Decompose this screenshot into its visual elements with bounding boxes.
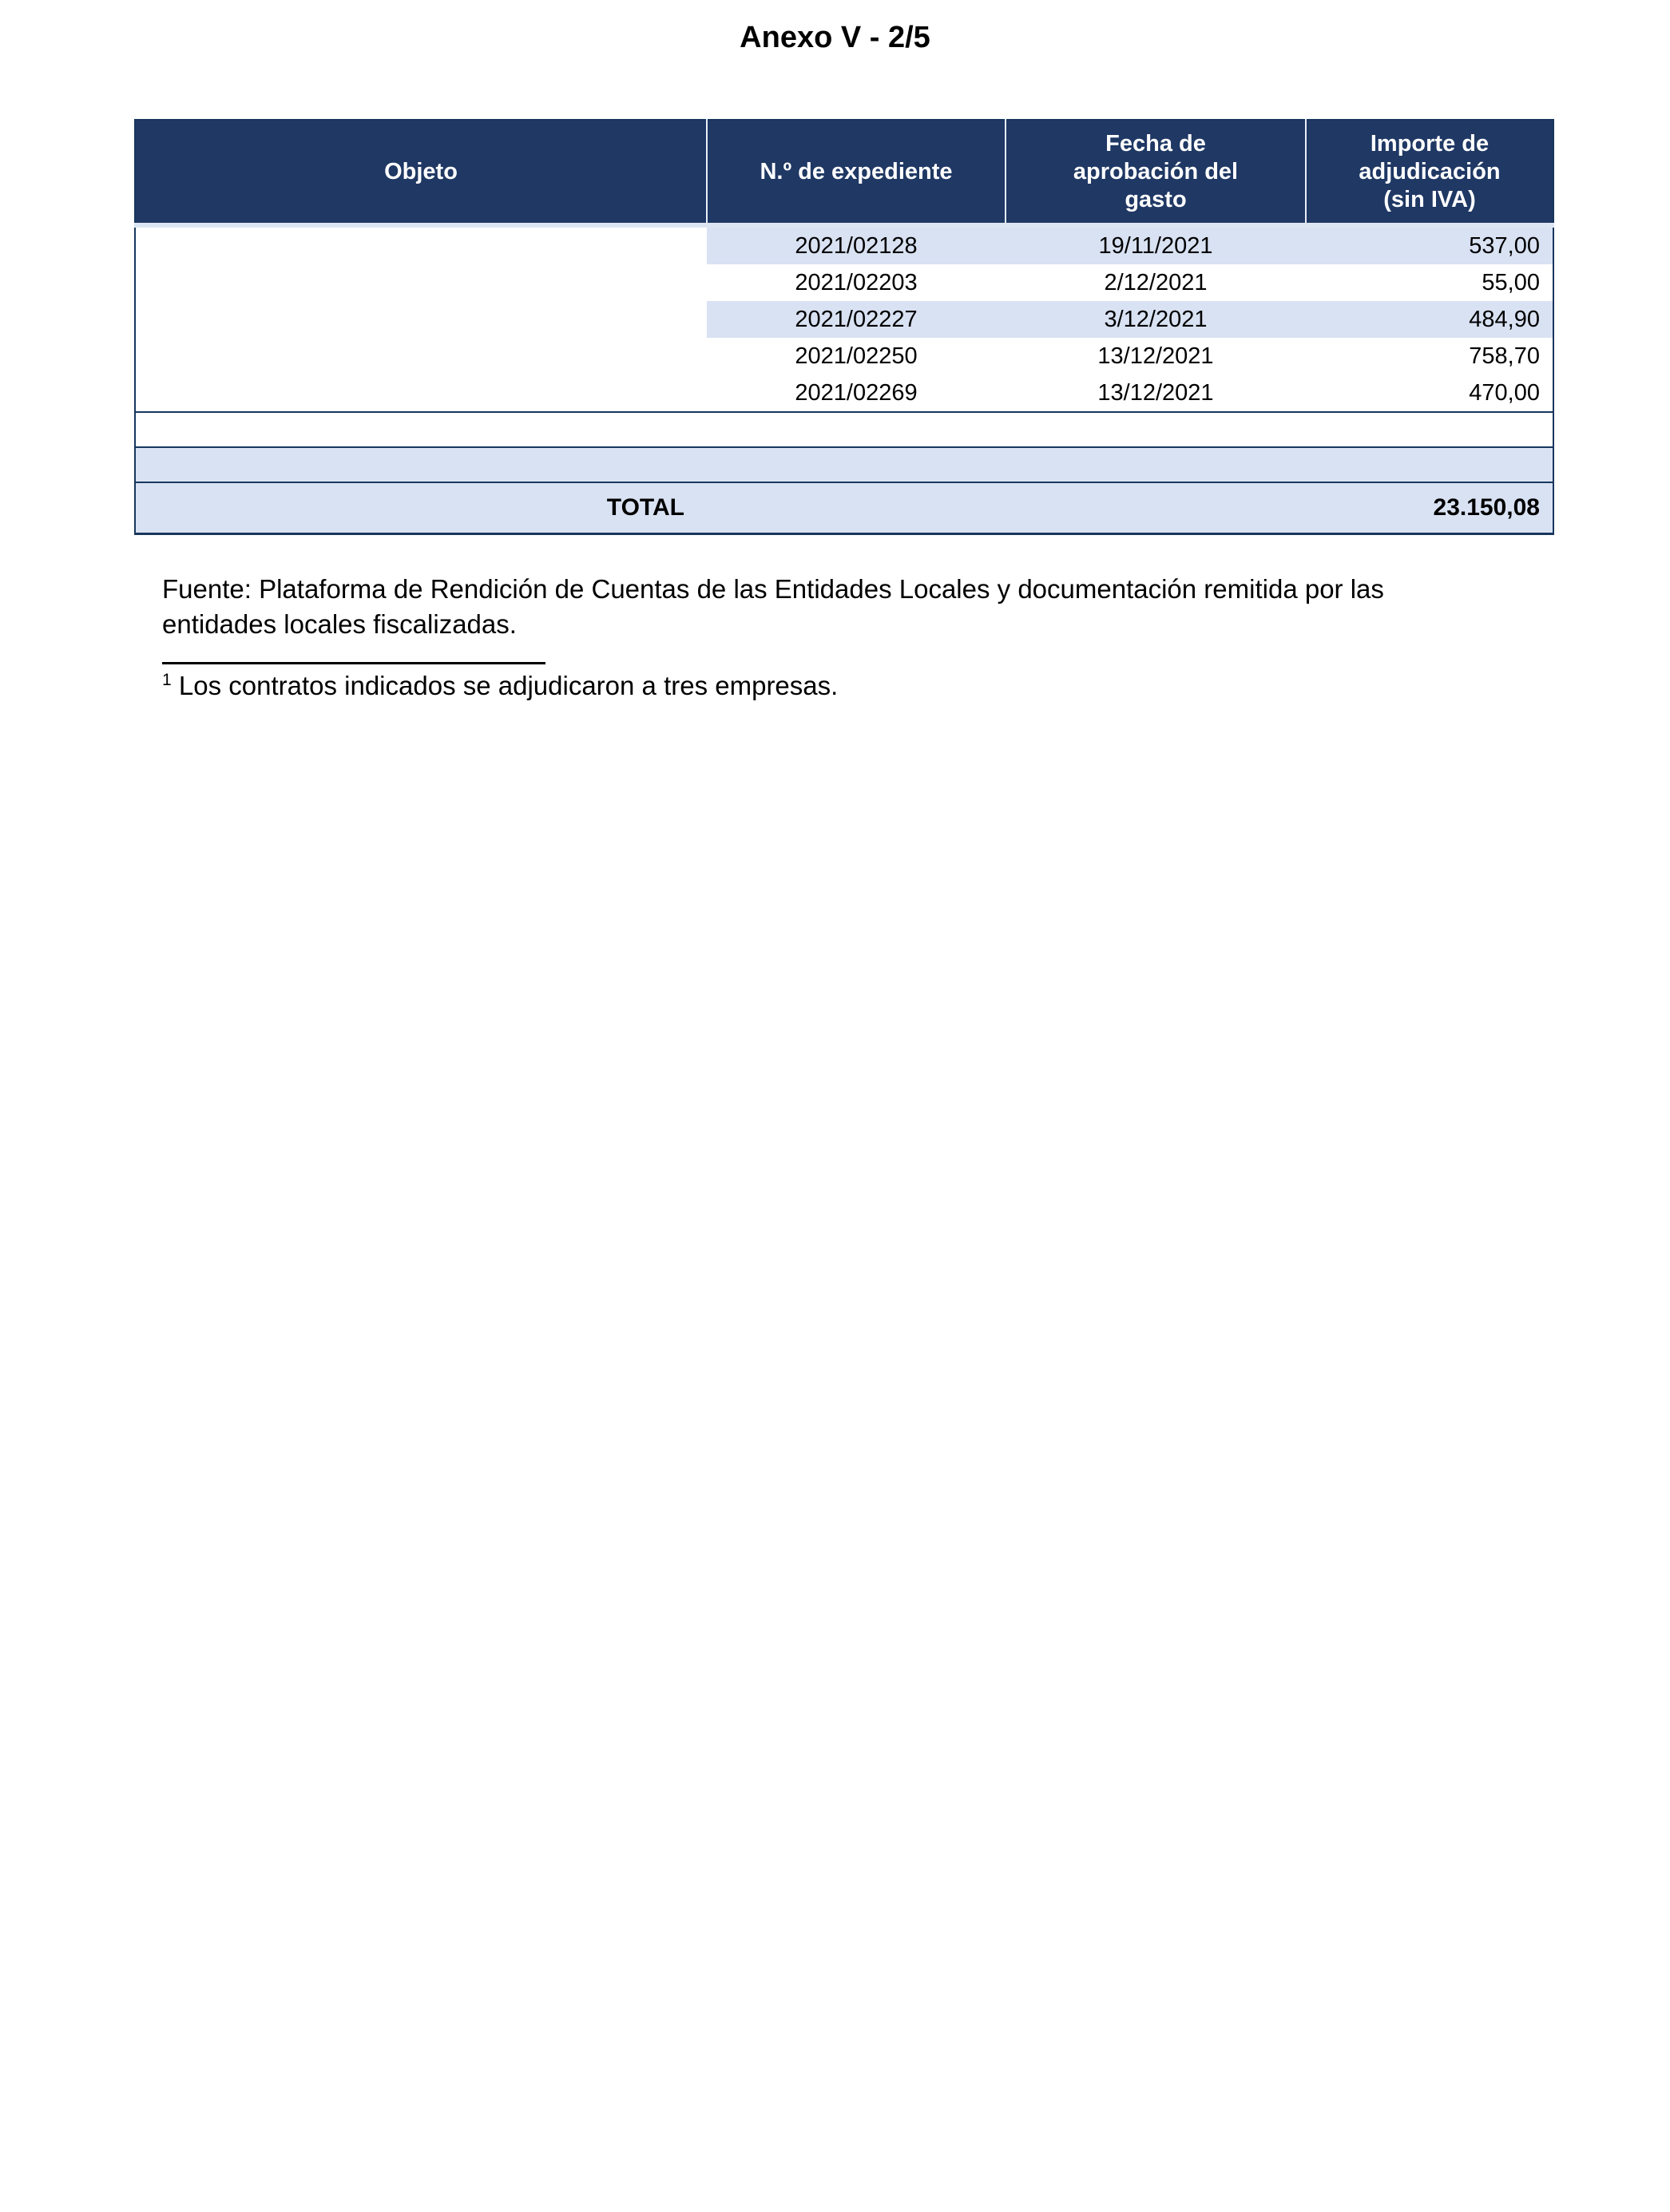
- footnote-marker: 1: [162, 671, 172, 690]
- cell-objeto: [135, 225, 707, 264]
- cell-fecha: 13/12/2021: [1006, 375, 1306, 412]
- table-header: [135, 120, 1553, 225]
- header-fecha-aprobacion-label: Fecha de aprobación del gasto: [1073, 131, 1239, 212]
- cell-expediente: 2021/02250: [707, 338, 1006, 375]
- empty-row: [135, 447, 1553, 482]
- table-row: [135, 375, 1553, 412]
- page-title: Anexo V - 2/5: [740, 21, 930, 54]
- cell-fecha: 19/11/2021: [1006, 225, 1306, 264]
- header-importe-label: Importe de adjudicación (sin IVA): [1359, 131, 1501, 212]
- cell-importe: [1306, 412, 1553, 447]
- table-body: [135, 225, 1553, 534]
- footnote-text: Los contratos indicados se adjudicaron a tres empresas.: [178, 671, 839, 701]
- empty-row: [135, 412, 1553, 447]
- total-label: TOTAL: [135, 482, 707, 534]
- contracts-table: [134, 119, 1554, 535]
- cell-importe: 470,00: [1306, 375, 1553, 412]
- cell-fecha: 3/12/2021: [1006, 301, 1306, 338]
- cell-importe: 537,00: [1306, 225, 1553, 264]
- total-empty-cell: [707, 482, 1006, 534]
- cell-objeto: [135, 338, 707, 375]
- header-expediente-label: N.º de expediente: [760, 158, 953, 184]
- header-expediente: [707, 120, 1006, 225]
- cell-fecha: [1006, 412, 1306, 447]
- table-row: [135, 301, 1553, 338]
- cell-expediente: [707, 447, 1006, 482]
- cell-objeto: [135, 412, 707, 447]
- footnote-separator: [162, 662, 545, 664]
- cell-importe: 758,70: [1306, 338, 1553, 375]
- total-empty-cell: [1006, 482, 1306, 534]
- header-objeto: [135, 120, 707, 225]
- header-objeto-label: Objeto: [384, 158, 458, 184]
- total-row: [135, 482, 1553, 534]
- cell-expediente: 2021/02203: [707, 264, 1006, 301]
- table-row: [135, 264, 1553, 301]
- source-note: Fuente: Plataforma de Rendición de Cuentas de las Entidades Locales y documentación remitida por las entidades locales fiscalizadas.: [162, 574, 1384, 639]
- footnote: [162, 671, 1670, 701]
- cell-objeto: [135, 264, 707, 301]
- cell-objeto: [135, 447, 707, 482]
- table-header-row: [135, 120, 1553, 225]
- header-fecha-aprobacion: [1006, 120, 1306, 225]
- cell-expediente: 2021/02128: [707, 225, 1006, 264]
- cell-fecha: 2/12/2021: [1006, 264, 1306, 301]
- cell-fecha: 13/12/2021: [1006, 338, 1306, 375]
- cell-fecha: [1006, 447, 1306, 482]
- cell-expediente: 2021/02269: [707, 375, 1006, 412]
- table-row: [135, 338, 1553, 375]
- cell-objeto: [135, 375, 707, 412]
- cell-expediente: [707, 412, 1006, 447]
- total-value: 23.150,08: [1306, 482, 1553, 534]
- cell-importe: 55,00: [1306, 264, 1553, 301]
- cell-importe: [1306, 447, 1553, 482]
- cell-importe: 484,90: [1306, 301, 1553, 338]
- table-row: [135, 225, 1553, 264]
- cell-expediente: 2021/02227: [707, 301, 1006, 338]
- header-importe: [1306, 120, 1553, 225]
- cell-objeto: [135, 301, 707, 338]
